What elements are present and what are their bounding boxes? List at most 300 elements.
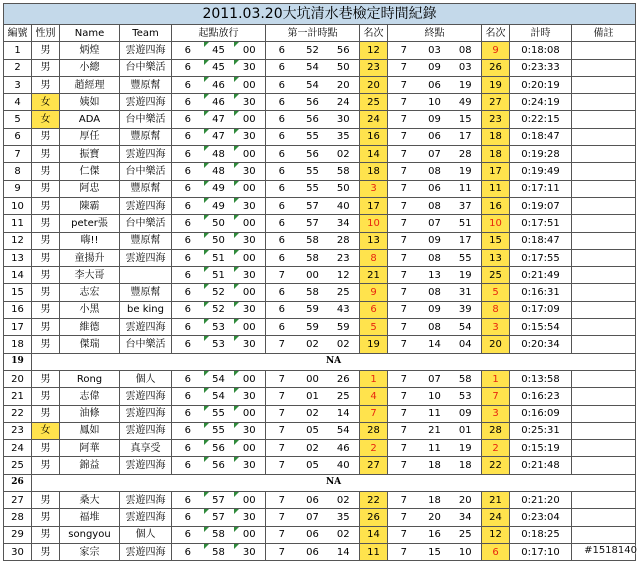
cell-cp-s: 43 [328,301,360,318]
cell-time: 0:17:09 [510,301,572,318]
cell-cp-h: 7 [266,509,298,526]
cell-finish-h: 7 [388,42,420,59]
table-row [4,128,636,145]
cell-start-s: 00 [234,492,266,509]
cell-start-h: 6 [172,301,204,318]
cell-note [572,197,636,214]
cell-time: 0:16:31 [510,284,572,301]
cell-start-h: 6 [172,163,204,180]
cell-gender: 男 [32,492,60,509]
cell-finish-m: 07 [420,370,450,387]
cell-no: 28 [4,509,32,526]
cell-note [572,180,636,197]
table-row [4,59,636,76]
cell-no: 23 [4,422,32,439]
cell-cp-m: 00 [298,267,328,284]
cell-note [572,388,636,405]
cell-start-s: 30 [234,388,266,405]
cell-cp-m: 02 [298,440,328,457]
cell-gender: 男 [32,146,60,163]
header-start: 起點放行 [172,25,266,42]
header-finish: 終點 [388,25,482,42]
cell-gender: 男 [32,59,60,76]
cell-cp-h: 6 [266,197,298,214]
cell-no: 3 [4,76,32,93]
cell-no: 14 [4,267,32,284]
cell-cp-s: 02 [328,336,360,353]
cell-team: 雲遊四海 [120,509,172,526]
table-body [4,42,636,561]
cell-rank-finish: 3 [482,319,510,336]
table-row [4,492,636,509]
cell-start-s: 30 [234,457,266,474]
cell-note [572,440,636,457]
cell-name: 阿華 [60,440,120,457]
cell-start-h: 6 [172,232,204,249]
cell-cp-m: 07 [298,509,328,526]
cell-start-m: 55 [204,422,234,439]
cell-start-s: 30 [234,197,266,214]
cell-finish-h: 7 [388,163,420,180]
cell-no: 10 [4,197,32,214]
cell-finish-m: 10 [420,94,450,111]
cell-finish-s: 53 [450,388,482,405]
cell-note [572,76,636,93]
cell-gender: 女 [32,94,60,111]
cell-rank-checkpoint: 14 [360,146,388,163]
cell-start-h: 6 [172,128,204,145]
cell-rank-finish: 8 [482,301,510,318]
cell-note [572,370,636,387]
cell-finish-h: 7 [388,422,420,439]
cell-no: 15 [4,284,32,301]
cell-gender: 男 [32,232,60,249]
cell-gender: 男 [32,526,60,543]
cell-finish-h: 7 [388,284,420,301]
cell-finish-s: 11 [450,180,482,197]
cell-rank-checkpoint: 25 [360,94,388,111]
cell-cp-s: 50 [328,180,360,197]
header-rank-finish: 名次 [482,25,510,42]
cell-time: 0:16:23 [510,388,572,405]
table-row [4,474,636,491]
cell-time: 0:17:55 [510,249,572,266]
cell-finish-s: 15 [450,111,482,128]
cell-start-m: 50 [204,215,234,232]
cell-note [572,215,636,232]
cell-gender: 女 [32,111,60,128]
cell-no: 4 [4,94,32,111]
cell-finish-s: 28 [450,146,482,163]
cell-team: be king [120,301,172,318]
cell-note [572,267,636,284]
cell-team: 豐原幫 [120,180,172,197]
cell-gender: 男 [32,509,60,526]
cell-cp-h: 6 [266,284,298,301]
cell-gender: 男 [32,543,60,560]
cell-finish-s: 09 [450,405,482,422]
cell-start-s: 00 [234,42,266,59]
cell-start-m: 48 [204,163,234,180]
cell-no: 9 [4,180,32,197]
cell-finish-m: 08 [420,163,450,180]
cell-rank-checkpoint: 14 [360,526,388,543]
cell-team: 雲遊四海 [120,146,172,163]
cell-start-h: 6 [172,405,204,422]
cell-start-h: 6 [172,543,204,560]
cell-cp-h: 7 [266,440,298,457]
cell-cp-m: 58 [298,232,328,249]
cell-time: 0:20:34 [510,336,572,353]
cell-start-h: 6 [172,197,204,214]
cell-rank-checkpoint: 6 [360,301,388,318]
table-row [4,353,636,370]
table-row [4,94,636,111]
cell-team: 雲遊四海 [120,249,172,266]
cell-cp-s: 40 [328,197,360,214]
cell-name: Rong [60,370,120,387]
cell-name: 厚任 [60,128,120,145]
cell-start-h: 6 [172,336,204,353]
cell-start-m: 45 [204,59,234,76]
cell-no: 30 [4,543,32,560]
table-row [4,180,636,197]
cell-finish-h: 7 [388,388,420,405]
cell-time: 0:24:19 [510,94,572,111]
cell-finish-s: 01 [450,422,482,439]
header-team: Team [120,25,172,42]
cell-time: 0:18:25 [510,526,572,543]
cell-no: 17 [4,319,32,336]
cell-start-m: 48 [204,146,234,163]
cell-cp-m: 02 [298,336,328,353]
cell-name: 姨如 [60,94,120,111]
cell-time: 0:21:48 [510,457,572,474]
cell-finish-h: 7 [388,76,420,93]
cell-name: 維德 [60,319,120,336]
watermark: #1518140 [584,545,637,556]
cell-start-h: 6 [172,267,204,284]
cell-start-s: 30 [234,301,266,318]
cell-no: 6 [4,128,32,145]
cell-time: 0:19:07 [510,197,572,214]
cell-time: 0:15:19 [510,440,572,457]
cell-team: 真享受 [120,440,172,457]
cell-finish-s: 54 [450,319,482,336]
cell-finish-s: 51 [450,215,482,232]
cell-team: 台中樂活 [120,59,172,76]
cell-finish-m: 09 [420,232,450,249]
cell-no: 7 [4,146,32,163]
cell-name: 仁傑 [60,163,120,180]
cell-start-s: 00 [234,215,266,232]
cell-finish-h: 7 [388,543,420,560]
cell-cp-m: 56 [298,94,328,111]
cell-start-s: 00 [234,111,266,128]
cell-start-s: 00 [234,440,266,457]
cell-start-s: 30 [234,267,266,284]
cell-start-m: 51 [204,267,234,284]
cell-start-m: 53 [204,319,234,336]
cell-rank-checkpoint: 28 [360,422,388,439]
cell-rank-checkpoint: 16 [360,128,388,145]
cell-cp-m: 54 [298,76,328,93]
cell-start-m: 57 [204,492,234,509]
cell-finish-m: 06 [420,128,450,145]
cell-finish-s: 03 [450,59,482,76]
table-row [4,336,636,353]
cell-name: 傑瑞 [60,336,120,353]
cell-rank-finish: 13 [482,249,510,266]
cell-finish-m: 16 [420,526,450,543]
cell-start-s: 00 [234,370,266,387]
cell-gender: 男 [32,180,60,197]
cell-start-h: 6 [172,388,204,405]
cell-note [572,509,636,526]
cell-no: 8 [4,163,32,180]
cell-name: 錦益 [60,457,120,474]
cell-rank-finish: 19 [482,76,510,93]
cell-start-h: 6 [172,370,204,387]
cell-start-m: 47 [204,111,234,128]
cell-cp-h: 6 [266,249,298,266]
cell-cp-h: 6 [266,215,298,232]
cell-rank-checkpoint: 1 [360,370,388,387]
cell-start-m: 57 [204,509,234,526]
cell-cp-s: 46 [328,440,360,457]
table-row [4,42,636,59]
cell-no: 12 [4,232,32,249]
cell-finish-s: 34 [450,509,482,526]
cell-no: 21 [4,388,32,405]
cell-finish-h: 7 [388,526,420,543]
cell-finish-m: 11 [420,405,450,422]
cell-finish-s: 37 [450,197,482,214]
cell-cp-h: 6 [266,111,298,128]
cell-gender: 男 [32,163,60,180]
cell-rank-checkpoint: 12 [360,42,388,59]
cell-start-h: 6 [172,526,204,543]
cell-rank-finish: 24 [482,509,510,526]
cell-cp-s: 35 [328,128,360,145]
cell-team: 雲遊四海 [120,197,172,214]
cell-cp-s: 25 [328,284,360,301]
cell-cp-s: 14 [328,405,360,422]
cell-finish-m: 07 [420,146,450,163]
cell-cp-m: 55 [298,180,328,197]
cell-start-h: 6 [172,59,204,76]
cell-start-s: 30 [234,422,266,439]
cell-start-s: 30 [234,232,266,249]
cell-note [572,301,636,318]
cell-cp-h: 6 [266,94,298,111]
cell-time: 0:17:11 [510,180,572,197]
cell-start-s: 00 [234,284,266,301]
cell-time: 0:20:19 [510,76,572,93]
cell-name: 志宏 [60,284,120,301]
cell-cp-m: 56 [298,146,328,163]
cell-rank-finish: 26 [482,59,510,76]
cell-cp-s: 34 [328,215,360,232]
cell-name: 阿忠 [60,180,120,197]
cell-rank-finish: 22 [482,457,510,474]
cell-start-h: 6 [172,76,204,93]
cell-start-s: 00 [234,319,266,336]
cell-team: 豐原幫 [120,128,172,145]
cell-gender: 男 [32,370,60,387]
cell-start-h: 6 [172,249,204,266]
cell-finish-h: 7 [388,336,420,353]
cell-name: 小黑 [60,301,120,318]
cell-finish-h: 7 [388,405,420,422]
cell-cp-h: 7 [266,543,298,560]
table-row [4,509,636,526]
cell-finish-m: 08 [420,197,450,214]
cell-finish-m: 08 [420,284,450,301]
cell-rank-checkpoint: 5 [360,319,388,336]
cell-cp-m: 05 [298,422,328,439]
cell-time: 0:16:09 [510,405,572,422]
cell-cp-h: 6 [266,128,298,145]
cell-cp-m: 54 [298,59,328,76]
cell-no: 11 [4,215,32,232]
cell-start-s: 00 [234,146,266,163]
cell-time: 0:15:54 [510,319,572,336]
cell-team: 雲遊四海 [120,94,172,111]
cell-gender: 男 [32,284,60,301]
cell-time: 0:19:49 [510,163,572,180]
cell-time: 0:21:20 [510,492,572,509]
cell-team: 雲遊四海 [120,42,172,59]
cell-finish-m: 13 [420,267,450,284]
cell-finish-s: 10 [450,543,482,560]
cell-rank-checkpoint: 4 [360,388,388,405]
cell-finish-m: 06 [420,76,450,93]
cell-start-m: 56 [204,457,234,474]
cell-finish-h: 7 [388,249,420,266]
cell-team: 豐原幫 [120,76,172,93]
cell-start-s: 30 [234,128,266,145]
cell-finish-h: 7 [388,509,420,526]
cell-cp-s: 56 [328,42,360,59]
cell-time: 0:23:33 [510,59,572,76]
cell-rank-finish: 3 [482,405,510,422]
cell-gender: 男 [32,301,60,318]
cell-no: 25 [4,457,32,474]
cell-cp-s: 02 [328,492,360,509]
cell-note [572,94,636,111]
table-row [4,422,636,439]
cell-cp-m: 55 [298,163,328,180]
cell-cp-m: 58 [298,249,328,266]
cell-time: 0:23:04 [510,509,572,526]
cell-finish-s: 17 [450,232,482,249]
cell-team: 雲遊四海 [120,319,172,336]
cell-time: 0:17:10 [510,543,572,560]
cell-rank-finish: 21 [482,492,510,509]
cell-cp-h: 7 [266,526,298,543]
cell-rank-finish: 18 [482,146,510,163]
cell-team: 雲遊四海 [120,422,172,439]
cell-cp-h: 7 [266,370,298,387]
cell-gender: 男 [32,42,60,59]
cell-start-s: 00 [234,526,266,543]
cell-start-h: 6 [172,284,204,301]
cell-cp-h: 6 [266,232,298,249]
cell-finish-s: 55 [450,249,482,266]
timing-record-table [3,3,636,561]
cell-na: NA [32,353,636,370]
cell-start-m: 53 [204,336,234,353]
cell-team: 雲遊四海 [120,492,172,509]
cell-cp-m: 57 [298,197,328,214]
header-checkpoint1: 第一計時點 [266,25,360,42]
cell-cp-m: 57 [298,215,328,232]
cell-cp-m: 58 [298,284,328,301]
cell-no: 13 [4,249,32,266]
table-row [4,267,636,284]
cell-note [572,163,636,180]
cell-rank-checkpoint: 13 [360,232,388,249]
cell-start-h: 6 [172,180,204,197]
cell-cp-h: 6 [266,76,298,93]
cell-name: 桑大 [60,492,120,509]
cell-start-h: 6 [172,457,204,474]
cell-start-s: 30 [234,94,266,111]
cell-name: 家宗 [60,543,120,560]
cell-no: 29 [4,526,32,543]
cell-start-h: 6 [172,492,204,509]
cell-no: 26 [4,474,32,491]
cell-rank-checkpoint: 26 [360,509,388,526]
cell-time: 0:18:47 [510,232,572,249]
cell-finish-h: 7 [388,440,420,457]
cell-note [572,42,636,59]
table-row [4,249,636,266]
cell-note [572,284,636,301]
cell-note [572,492,636,509]
cell-start-h: 6 [172,111,204,128]
cell-rank-checkpoint: 22 [360,492,388,509]
cell-note [572,59,636,76]
cell-start-s: 30 [234,336,266,353]
cell-rank-checkpoint: 17 [360,197,388,214]
cell-gender: 男 [32,197,60,214]
cell-rank-finish: 7 [482,388,510,405]
cell-gender: 男 [32,249,60,266]
cell-team: 台中樂活 [120,336,172,353]
cell-no: 19 [4,353,32,370]
cell-rank-finish: 11 [482,180,510,197]
sheet-title: 2011.03.20大坑清水巷檢定時間紀錄 [4,4,636,25]
cell-finish-s: 31 [450,284,482,301]
cell-start-s: 00 [234,405,266,422]
cell-note [572,422,636,439]
cell-no: 1 [4,42,32,59]
cell-start-h: 6 [172,94,204,111]
cell-finish-h: 7 [388,59,420,76]
cell-finish-s: 58 [450,370,482,387]
cell-start-s: 30 [234,59,266,76]
cell-cp-s: 24 [328,94,360,111]
table-row [4,457,636,474]
cell-finish-m: 06 [420,180,450,197]
cell-finish-h: 7 [388,180,420,197]
table-row [4,388,636,405]
cell-rank-checkpoint: 20 [360,76,388,93]
cell-team: 台中樂活 [120,163,172,180]
table-row [4,319,636,336]
